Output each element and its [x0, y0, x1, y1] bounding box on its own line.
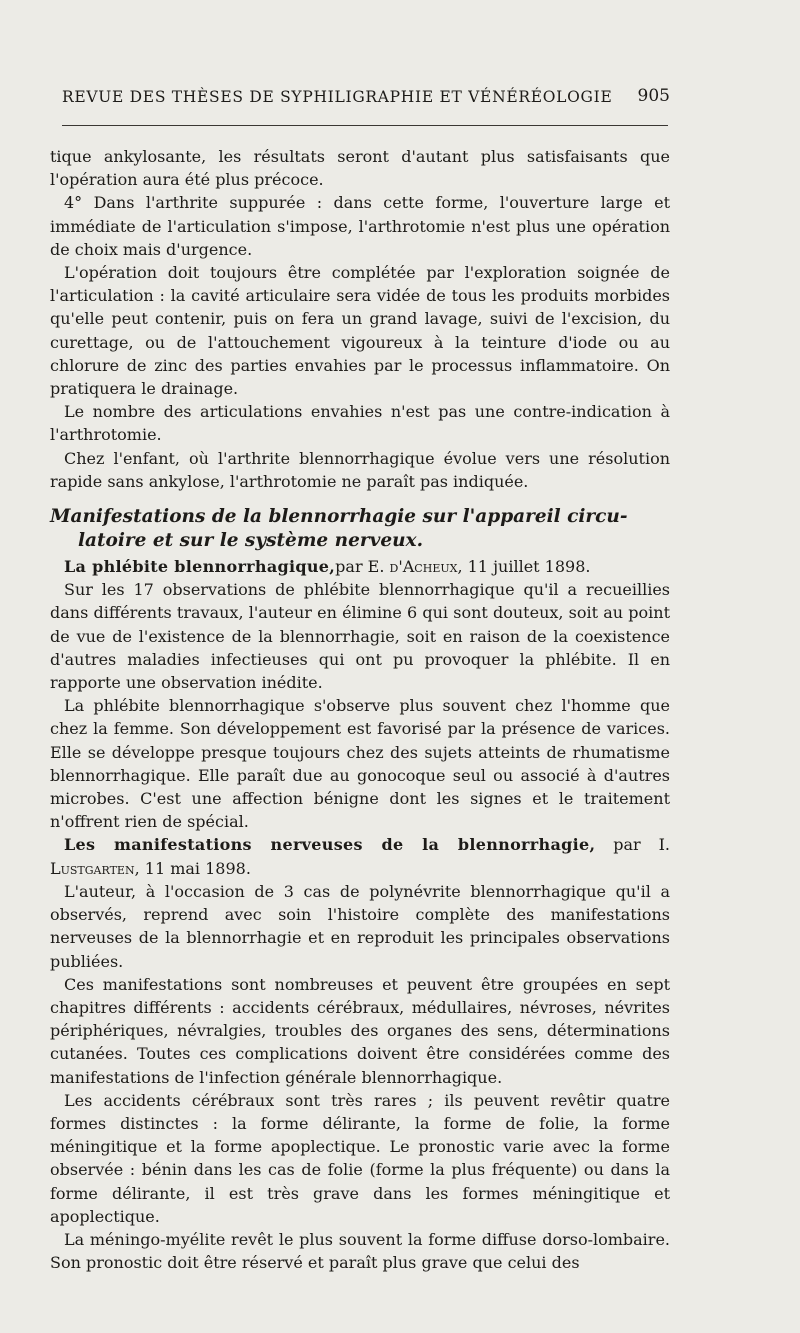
paragraph: L'auteur, à l'occasion de 3 cas de polynévrite blennorrhagique qu'il a observés, reprend avec soin l'histoire complète des manifestations nerveuses de la blennorrhagie et en reproduit les principales observations publiées. — [50, 881, 670, 971]
article-author: d'Acheux — [389, 557, 458, 577]
page-number: 905 — [637, 86, 670, 106]
paragraph: L'opération doit toujours être complétée par l'exploration soignée de l'articulation : la cavité articulaire sera vidée de tous les produits morbides qu'elle peut contenir, puis on fera un grand lavage, suivi de l'excision, du curettage, ou de l'attouchement vigoureux à la teinture d'iode ou au chlorure de zinc des parties envahies par le processus inflammatoire. On pratiquera le drainage. — [50, 263, 670, 399]
paragraph: Le nombre des articulations envahies n'est pas une contre-indication à l'arthrotomie. — [50, 402, 670, 445]
body-text — [50, 145, 670, 1274]
paragraph: Sur les 17 observations de phlébite blennorrhagique qu'il a recueillies dans différents travaux, l'auteur en élimine 6 qui sont douteux, soit au point de vue de l'existence de la blennorrhagie, soit en raison de la coexistence d'autres maladies infectieuses qui ont pu provoquer la phlébite. Il en rapporte une observation inédite. — [50, 580, 670, 693]
paragraph: tique ankylosante, les résultats seront d'autant plus satisfaisants que l'opération aura été plus précoce. — [50, 147, 670, 190]
paragraph: 4° Dans l'arthrite suppurée : dans cette forme, l'ouverture large et immédiate de l'articulation s'impose, l'arthrotomie n'est plus une opération de choix mais d'urgence. — [50, 193, 670, 259]
paragraph: Les accidents cérébraux sont très rares ; ils peuvent revêtir quatre formes distinctes : la forme délirante, la forme de folie, la forme méningitique et la forme apoplectique. Le pronostic varie avec la forme observée : bénin dans les cas de folie (forme la plus fréquente) ou dans la forme délirante, il est très grave dans les formes méningitique et apoplectique. — [50, 1090, 670, 1226]
header-rule — [62, 125, 668, 126]
article-date: , 11 juillet 1898. — [457, 557, 591, 577]
paragraph: La méningo-myélite revêt le plus souvent la forme diffuse dorso-lombaire. Son pronostic doit être réservé et paraît plus grave que celui des — [50, 1229, 670, 1273]
section-heading — [50, 505, 670, 553]
author-prefix: par E. — [335, 557, 390, 577]
paragraph: Ces manifestations sont nombreuses et peuvent être groupées en sept chapitres différents : accidents cérébraux, médullaires, névroses, névrites périphériques, névralgies, troubles des organes des sens, déterminations cutanées. Toutes ces complications doivent être considérées comme des manifestations de l'infection générale blennorrhagique. — [50, 974, 670, 1087]
article-date: , 11 mai 1898. — [134, 858, 251, 878]
running-title: REVUE DES THÈSES DE SYPHILIGRAPHIE ET VÉNÉRÉOLOGIE — [62, 88, 613, 106]
author-prefix: par I. — [595, 835, 670, 855]
paragraph: Chez l'enfant, où l'arthrite blennorrhagique évolue vers une résolution rapide sans ankylose, l'arthrotomie ne paraît pas indiquée. — [50, 448, 670, 491]
paragraph: La phlébite blennorrhagique s'observe plus souvent chez l'homme que chez la femme. Son développement est favorisé par la présence de varices. Elle se développe presque toujours chez des sujets atteints de rhumatisme blennorrhagique. Elle paraît due au gonocoque seul ou associé à d'autres microbes. C'est une affection bénigne dont les signes et le traitement n'offrent rien de spécial. — [50, 696, 670, 832]
section-heading-line: latoire et sur le système nerveux. — [78, 530, 424, 552]
article-author: Lustgarten — [50, 858, 135, 878]
section-heading-line: Manifestations de la blennorrhagie sur l'appareil circu- — [50, 506, 628, 528]
article-heading — [50, 833, 670, 879]
article-heading — [50, 555, 670, 578]
article-title: La phlébite blennorrhagique, — [64, 557, 336, 577]
article-title: Les manifestations nerveuses de la blennorrhagie, — [64, 835, 596, 855]
